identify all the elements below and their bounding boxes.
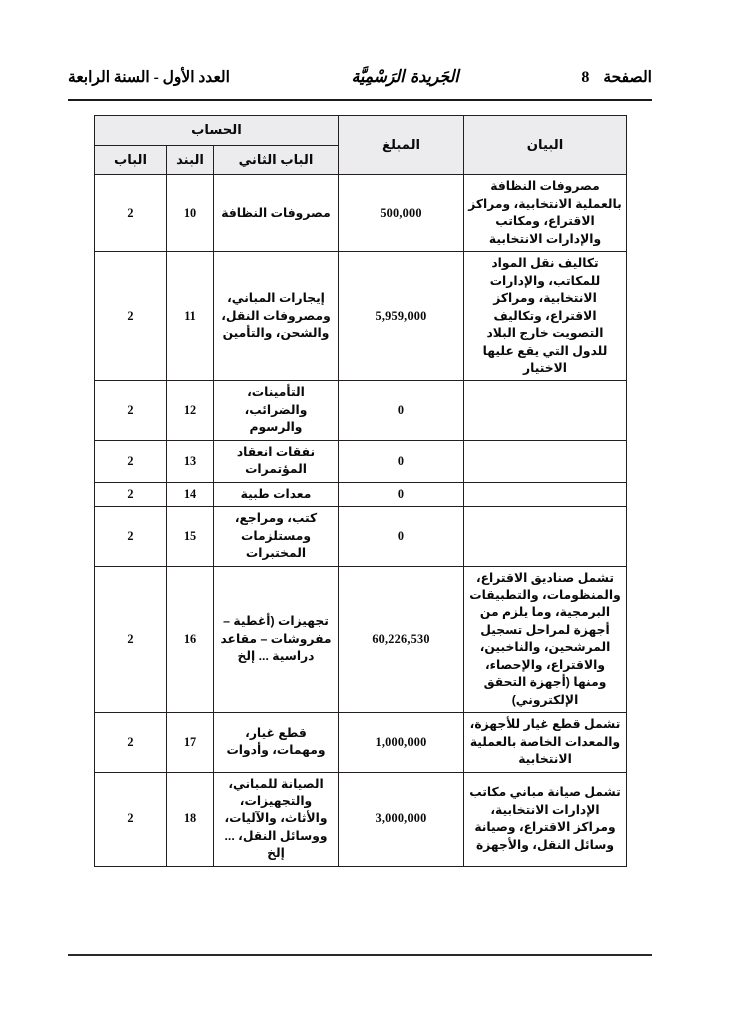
cell-band: 11 (167, 252, 214, 381)
budget-table-container (95, 115, 627, 867)
cell-bab-thani: نفقات انعقاد المؤتمرات (214, 440, 339, 482)
cell-bab-thani: التأمينات، والضرائب، والرسوم (214, 381, 339, 440)
cell-band: 16 (167, 566, 214, 713)
cell-bayan (464, 507, 627, 566)
cell-bab-thani: معدات طبية (214, 482, 339, 506)
table-row (94, 772, 626, 866)
cell-bab: 2 (94, 566, 166, 713)
masthead-title: الجَريدة الرَسْمِيَّة (352, 67, 460, 87)
header-rule (68, 99, 652, 101)
cell-mablagh: 0 (339, 507, 464, 566)
table-head (94, 116, 626, 175)
cell-bab: 2 (94, 381, 166, 440)
table-row (94, 381, 626, 440)
cell-bayan: تشمل قطع غيار للأجهزة، والمعدات الخاصة بالعملية الانتخابية (464, 713, 627, 772)
cell-bab: 2 (94, 713, 166, 772)
column-header-bab: الباب (94, 145, 166, 175)
cell-mablagh: 0 (339, 381, 464, 440)
cell-mablagh: 0 (339, 440, 464, 482)
page-label: الصفحة (603, 68, 652, 86)
cell-band: 15 (167, 507, 214, 566)
cell-band: 17 (167, 713, 214, 772)
cell-mablagh: 5,959,000 (339, 252, 464, 381)
cell-bab-thani: كتب، ومراجع، ومستلزمات المختبرات (214, 507, 339, 566)
cell-bab-thani: تجهيزات (أغطية – مفروشات – مقاعد دراسية ... إلخ (214, 566, 339, 713)
cell-band: 13 (167, 440, 214, 482)
column-header-bab-thani: الباب الثاني (214, 145, 339, 175)
table-row (94, 175, 626, 252)
cell-band: 14 (167, 482, 214, 506)
footer-rule (68, 954, 652, 956)
cell-bayan: مصروفات النظافة بالعملية الانتخابية، ومراكز الاقتراع، ومكاتب والإدارات الانتخابية (464, 175, 627, 252)
table-body (94, 175, 626, 866)
issue-line: العدد الأول - السنة الرابعة (68, 68, 230, 86)
cell-bayan: تشمل صيانة مباني مكاتب الإدارات الانتخابية، ومراكز الاقتراع، وصيانة وسائل النقل، والأجهزة (464, 772, 627, 866)
cell-bab-thani: الصيانة للمباني، والتجهيزات، والأثاث، والآليات، ووسائل النقل، ... إلخ (214, 772, 339, 866)
table-row (94, 440, 626, 482)
cell-band: 18 (167, 772, 214, 866)
column-header-hisab: الحساب (94, 116, 338, 146)
column-header-band: البند (167, 145, 214, 175)
cell-bayan: تشمل صناديق الاقتراع، والمنظومات، والتطبيقات البرمجية، وما يلزم من أجهزة لمراحل تسجيل المرشحين، والناخبين، والاقتراع، والإحصاء، ومنها (أجهزة التحقق الإلكتروني) (464, 566, 627, 713)
column-header-bayan: البيان (464, 116, 627, 175)
running-head (68, 62, 652, 92)
cell-bayan: تكاليف نقل المواد للمكاتب، والإدارات الانتخابية، ومراكز الاقتراع، وتكاليف التصويت خارج البلاد للدول التي يقع عليها الاختيار (464, 252, 627, 381)
cell-bab: 2 (94, 482, 166, 506)
budget-table (94, 115, 627, 867)
cell-bab-thani: مصروفات النظافة (214, 175, 339, 252)
cell-band: 10 (167, 175, 214, 252)
running-head-issue-group (68, 68, 230, 87)
page-number: 8 (581, 68, 590, 86)
cell-bayan (464, 482, 627, 506)
cell-bab-thani: قطع غيار، ومهمات، وأدوات (214, 713, 339, 772)
table-header-row-1 (94, 116, 626, 146)
cell-bab: 2 (94, 507, 166, 566)
cell-mablagh: 500,000 (339, 175, 464, 252)
cell-bab: 2 (94, 772, 166, 866)
column-header-mablagh: المبلغ (339, 116, 464, 175)
cell-bab: 2 (94, 252, 166, 381)
table-row (94, 252, 626, 381)
cell-mablagh: 60,226,530 (339, 566, 464, 713)
cell-bab: 2 (94, 175, 166, 252)
cell-bab-thani: إيجارات المباني، ومصروفات النقل، والشحن، والتأمين (214, 252, 339, 381)
cell-mablagh: 3,000,000 (339, 772, 464, 866)
table-row (94, 713, 626, 772)
cell-mablagh: 0 (339, 482, 464, 506)
table-row (94, 566, 626, 713)
cell-bayan (464, 440, 627, 482)
table-row (94, 482, 626, 506)
cell-mablagh: 1,000,000 (339, 713, 464, 772)
running-head-page-group (581, 68, 652, 87)
table-row (94, 507, 626, 566)
cell-bayan (464, 381, 627, 440)
cell-bab: 2 (94, 440, 166, 482)
cell-band: 12 (167, 381, 214, 440)
